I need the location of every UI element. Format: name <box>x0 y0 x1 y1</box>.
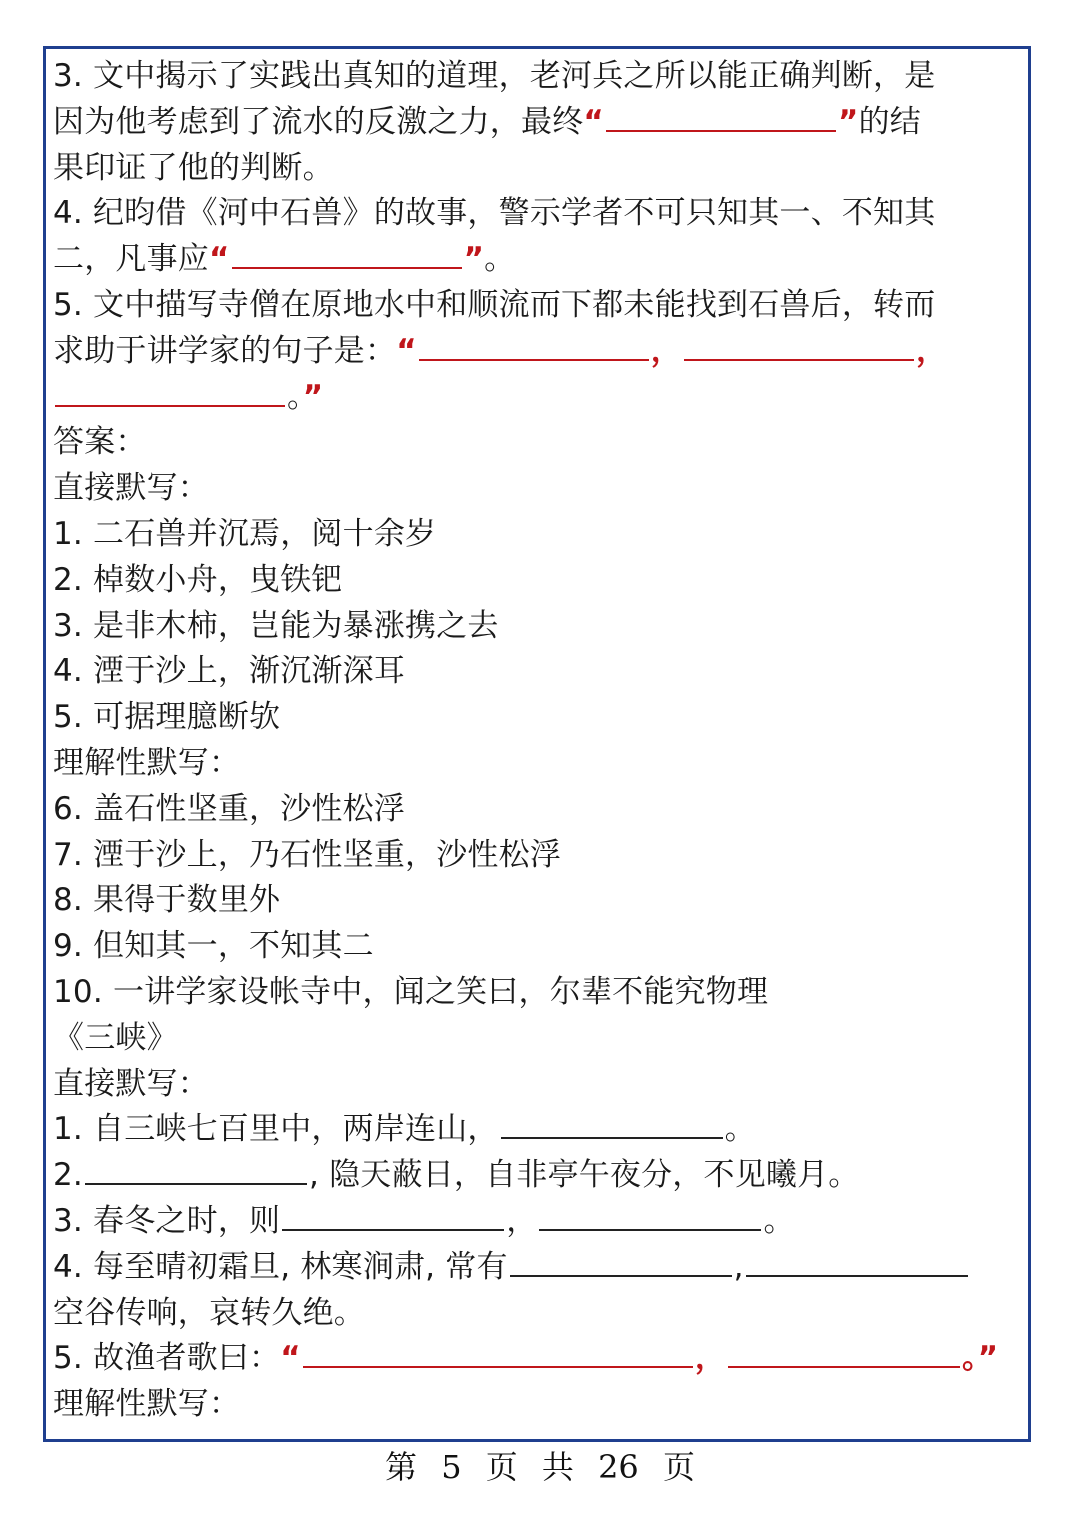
close-quote: ” <box>837 103 859 140</box>
answer-item: 4. 湮于沙上，渐沉渐深耳 <box>53 653 406 690</box>
q3-line-1: 3. 文中揭示了实践出真知的道理，老河兵之所以能正确判断，是 <box>53 58 936 94</box>
item-text: 4. 每至晴初霜旦, 林寒涧肃, 常有 <box>53 1248 508 1285</box>
q3-line-3: 果印证了他的判断。 <box>53 149 334 186</box>
sanxia-item-4-cont: 空谷传响，哀转久绝。 <box>53 1294 365 1331</box>
open-quote: “ <box>396 332 417 369</box>
comma: , <box>733 1248 744 1285</box>
q5-text: 求助于讲学家的句子是： <box>53 332 397 369</box>
answer-item: 2. 棹数小舟，曳铁钯 <box>53 561 343 598</box>
sanxia-blank[interactable] <box>501 1111 723 1139</box>
answer-item: 5. 可据理臆断欤 <box>53 699 281 736</box>
period: 。 <box>962 1340 978 1377</box>
item-text: , 隐天蔽日，自非亭午夜分，不见曦月。 <box>308 1157 860 1194</box>
sanxia-blank[interactable] <box>85 1157 307 1185</box>
item-text: 3. 春冬之时，则 <box>53 1202 281 1239</box>
q5-answer-blank-3[interactable] <box>55 379 285 407</box>
q5-answer-blank-1[interactable] <box>419 333 649 361</box>
sanxia-blank[interactable] <box>510 1249 732 1277</box>
q4-line-2 <box>53 237 1028 283</box>
item-number: 2. <box>53 1157 83 1194</box>
sanxia-title: 《三峡》 <box>53 1019 178 1056</box>
open-quote: “ <box>209 241 230 278</box>
close-quote: ” <box>977 1340 999 1377</box>
sanxia-answer-blank-1[interactable] <box>303 1340 693 1368</box>
sanxia-understanding-heading: 理解性默写： <box>53 1386 241 1423</box>
comma: ， <box>694 1340 727 1377</box>
direct-dictation-heading: 直接默写： <box>53 470 209 507</box>
answer-item: 1. 二石兽并沉焉，阅十余岁 <box>53 515 437 552</box>
item-text: 1. 自三峡七百里中，两岸连山， <box>53 1111 499 1148</box>
q4-text-end: 。 <box>484 241 516 278</box>
q3-line-2 <box>53 100 1028 146</box>
comma: ， <box>915 332 948 369</box>
answers-heading: 答案： <box>53 424 147 461</box>
comma: ， <box>650 332 682 369</box>
period: 。 <box>763 1202 795 1239</box>
q4-answer-blank[interactable] <box>232 241 462 269</box>
close-quote: ” <box>463 241 485 278</box>
open-quote: “ <box>280 1340 301 1377</box>
comma: ， <box>506 1202 538 1239</box>
worksheet-content <box>53 54 1028 1428</box>
sanxia-direct-heading: 直接默写： <box>53 1065 209 1102</box>
sanxia-item-1 <box>53 1107 1028 1153</box>
answer-item: 6. 盖石性坚重，沙性松浮 <box>53 790 406 827</box>
understanding-dictation-heading: 理解性默写： <box>53 744 241 781</box>
sanxia-item-2 <box>53 1153 1028 1199</box>
sanxia-item-4 <box>53 1245 1028 1291</box>
q3-answer-blank[interactable] <box>606 104 836 132</box>
answer-item: 7. 湮于沙上，乃石性坚重，沙性松浮 <box>53 836 562 873</box>
q5-line-2 <box>53 329 1028 375</box>
page-number: 第 5 页 共 26 页 <box>385 1448 695 1486</box>
q4-line-1: 4. 纪昀借《河中石兽》的故事，警示学者不可只知其一、不知其 <box>53 195 936 232</box>
q5-line-3 <box>53 375 1028 421</box>
period: 。 <box>287 378 303 415</box>
answer-item: 9. 但知其一，不知其二 <box>53 928 374 965</box>
q4-text: 二，凡事应 <box>53 241 209 278</box>
answer-item: 3. 是非木柿，岂能为暴涨携之去 <box>53 607 499 644</box>
q3-text: 因为他考虑到了流水的反激之力，最终 <box>53 103 584 140</box>
q3-text-end: 的结 <box>858 103 921 140</box>
answer-item: 10. 一讲学家设帐寺中，闻之笑曰，尔辈不能究物理 <box>53 973 769 1010</box>
open-quote: “ <box>583 103 604 140</box>
sanxia-blank[interactable] <box>282 1203 504 1231</box>
period: 。 <box>724 1111 756 1148</box>
item-text: 5. 故渔者歌曰： <box>53 1340 281 1377</box>
sanxia-answer-blank-2[interactable] <box>728 1340 960 1368</box>
sanxia-blank[interactable] <box>539 1203 761 1231</box>
close-quote: ” <box>302 378 324 415</box>
q5-line-1: 5. 文中描写寺僧在原地水中和顺流而下都未能找到石兽后，转而 <box>53 286 936 323</box>
answer-item: 8. 果得于数里外 <box>53 882 281 919</box>
sanxia-item-5 <box>53 1336 1028 1382</box>
q5-answer-blank-2[interactable] <box>684 333 914 361</box>
sanxia-item-3 <box>53 1199 1028 1245</box>
sanxia-blank[interactable] <box>746 1249 968 1277</box>
